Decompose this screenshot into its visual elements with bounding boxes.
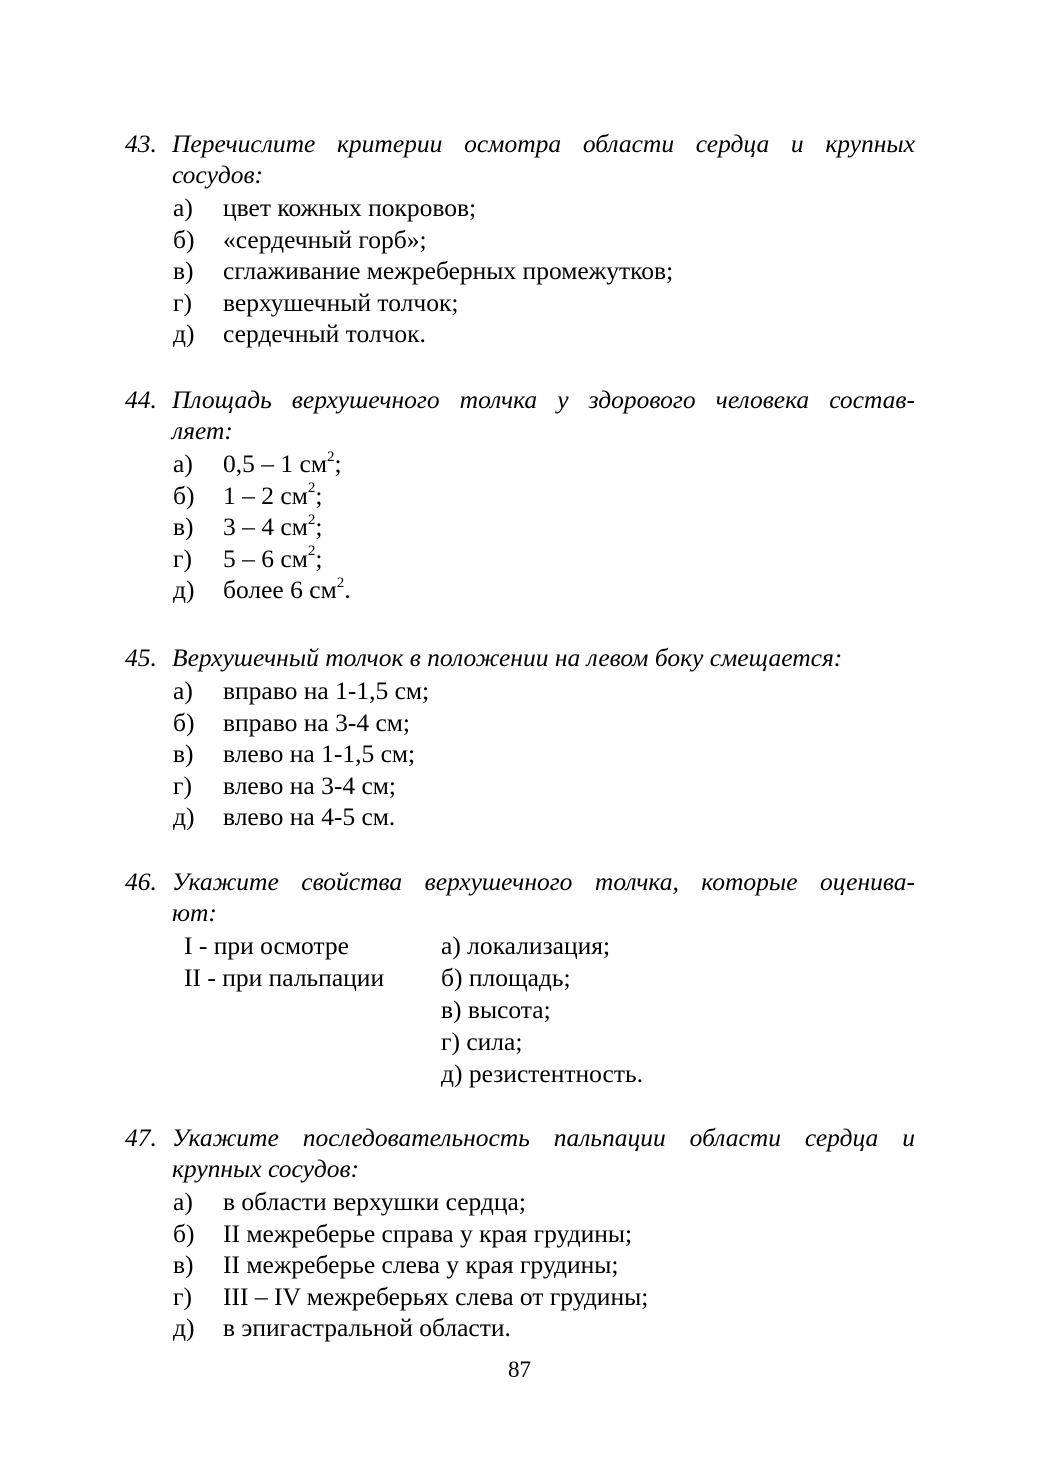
option-text: вправо на 3-4 см; [223, 707, 410, 737]
page-number: 87 [508, 1357, 531, 1382]
option-text: 3 – 4 $см^2$; [223, 511, 323, 541]
option-text: сглаживание межреберных промежутков; [223, 256, 674, 285]
answer-option [173, 448, 915, 480]
answer-option [173, 511, 915, 543]
superscript: 2 [307, 511, 316, 528]
question-header [125, 384, 915, 446]
option-letter: г) [173, 543, 192, 573]
option-letter: г) [173, 287, 192, 317]
answer-option [173, 707, 915, 739]
option-letter: д) [173, 575, 195, 604]
option-letter: а) [173, 676, 193, 705]
answer-option [173, 318, 915, 350]
answer-option [173, 801, 915, 833]
question-number: 47. [125, 1123, 157, 1152]
option-text: влево на 4-5 см. [223, 802, 396, 831]
answer-options [173, 1186, 915, 1344]
option-letter: г) [173, 1281, 192, 1311]
option-text: III – IV межреберьях слева от грудины; [223, 1281, 649, 1311]
option-text: цвет кожных покровов; [223, 193, 477, 222]
question-46 [125, 866, 915, 928]
question-text-line1: Перечислите критерии осмотра области сердца и крупных [172, 129, 915, 158]
matching-right-item: г) сила; [441, 1027, 523, 1056]
option-text: в эпигастральной области. [223, 1313, 511, 1342]
option-text: «сердечный горб»; [223, 224, 427, 254]
matching-row [184, 1058, 804, 1090]
option-letter: а) [173, 1187, 193, 1216]
superscript: 2 [336, 574, 345, 591]
question-number: 46. [125, 867, 157, 896]
answer-option [173, 480, 915, 512]
matching-left-item: II - при пальпации [184, 963, 385, 992]
option-letter: б) [173, 224, 195, 254]
option-text: верхушечный толчок; [223, 287, 459, 317]
question-43 [125, 128, 915, 350]
question-text-line2: ляет: [172, 416, 233, 445]
answer-option [173, 1186, 915, 1218]
matching-left-item: I - при осмотре [184, 931, 349, 960]
matching-right-item: д) резистентность. [441, 1059, 644, 1088]
answer-option [173, 738, 915, 770]
question-header [125, 866, 915, 928]
option-letter: б) [173, 480, 195, 510]
question-header [125, 1122, 915, 1184]
question-text [172, 1122, 915, 1184]
question-text: Верхушечный толчок в положении на левом боку смещается: [172, 643, 843, 672]
option-text: 1 – 2 $см^2$; [223, 480, 323, 510]
question-text [172, 384, 915, 446]
answer-option [173, 1312, 915, 1344]
option-letter: а) [173, 193, 193, 222]
question-text-line1: Площадь верхушечного толчка у здорового человека состав- [172, 385, 915, 414]
question-text-line2: сосудов: [172, 160, 264, 189]
answer-options [173, 448, 915, 606]
question-text-line2: ют: [172, 898, 217, 927]
question-44 [125, 384, 915, 606]
option-text: влево на 3-4 см; [223, 770, 396, 800]
matching-right-item: а) локализация; [441, 931, 611, 960]
answer-option [173, 543, 915, 575]
option-text: II межреберье справа у края грудины; [223, 1218, 633, 1248]
answer-options [173, 192, 915, 350]
option-letter: в) [173, 256, 194, 285]
option-letter: в) [173, 739, 194, 768]
option-text: в области верхушки сердца; [223, 1187, 526, 1216]
matching-row [184, 962, 804, 994]
question-text [172, 866, 915, 928]
question-header [125, 128, 915, 190]
option-letter: в) [173, 1250, 194, 1279]
answer-option [173, 1281, 915, 1313]
superscript: 2 [326, 448, 335, 465]
answer-option [173, 574, 915, 606]
option-text: более 6 $см^2$. [223, 574, 351, 604]
question-header [125, 642, 915, 673]
option-letter: д) [173, 1313, 195, 1342]
option-letter: д) [173, 319, 195, 348]
question-text [172, 128, 915, 190]
answer-option [173, 224, 915, 256]
option-letter: б) [173, 707, 195, 737]
matching-row [184, 930, 804, 962]
question-text-line1: Укажите последовательность пальпации области сердца и [172, 1123, 915, 1152]
answer-option [173, 192, 915, 224]
matching-row [184, 994, 804, 1026]
option-letter: б) [173, 1218, 195, 1248]
matching-right-item: б) площадь; [441, 963, 571, 992]
option-letter: г) [173, 770, 192, 800]
question-47 [125, 1122, 915, 1344]
answer-options [173, 675, 915, 833]
option-text: сердечный толчок. [223, 319, 426, 348]
question-number: 44. [125, 385, 157, 414]
answer-option [173, 255, 915, 287]
question-45 [125, 642, 915, 833]
answer-option [173, 287, 915, 319]
question-number: 43. [125, 129, 157, 158]
option-letter: а) [173, 449, 193, 478]
option-text: вправо на 1-1,5 см; [223, 676, 430, 705]
option-text: II межреберье слева у края грудины; [223, 1250, 619, 1279]
matching-right-item: в) высота; [441, 995, 551, 1024]
option-letter: д) [173, 802, 195, 831]
question-number: 45. [125, 643, 157, 672]
option-text: 5 – 6 $см^2$; [223, 543, 323, 573]
superscript: 2 [307, 543, 316, 559]
question-text-line1: Укажите свойства верхушечного толчка, которые оценива- [172, 867, 915, 896]
question-text-line2: крупных сосудов: [172, 1154, 360, 1183]
answer-option [173, 770, 915, 802]
option-text: 0,5 – 1 $см^2$; [223, 448, 342, 478]
option-text: влево на 1-1,5 см; [223, 739, 416, 768]
option-letter: в) [173, 512, 194, 541]
matching-table [184, 930, 804, 1090]
matching-row [184, 1026, 804, 1058]
answer-option [173, 1249, 915, 1281]
answer-option [173, 1218, 915, 1250]
answer-option [173, 675, 915, 707]
superscript: 2 [307, 480, 316, 496]
